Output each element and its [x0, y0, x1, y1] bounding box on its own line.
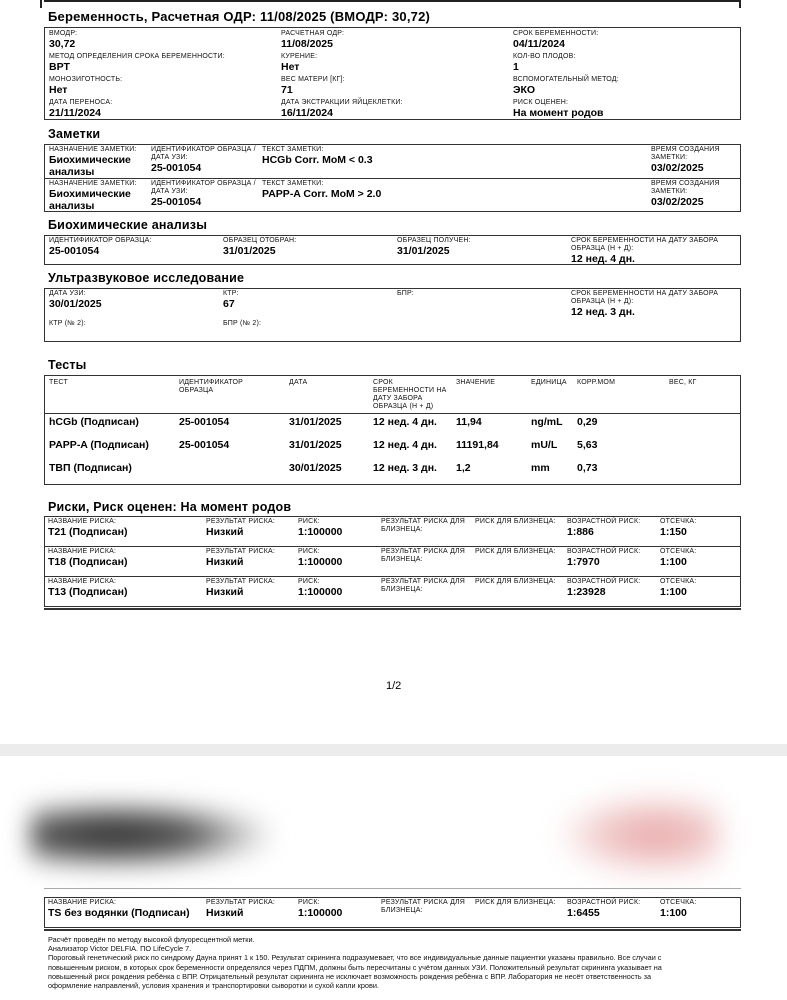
note-sample: ИДЕНТИФИКАТОР ОБРАЗЦА / ДАТА УЗИ: 25-001054 [151, 180, 256, 208]
field-vmodr: ВМОДР: 30,72 [49, 30, 78, 50]
top-corner-left [40, 0, 42, 8]
biochem-sample-id: ИДЕНТИФИКАТОР ОБРАЗЦА: 25-001054 [49, 237, 152, 257]
ultrasound-panel [44, 288, 741, 342]
risk-cell-name: НАЗВАНИЕ РИСКА: T21 (Подписан) [48, 518, 128, 538]
top-corner-right [739, 0, 741, 8]
footer-line: повышенным риском, в которых срок беременности определялся через ПДПМ, должны быть пересчитаны с учётом данных УЗИ. Положительный результат скрининга указывает на [48, 962, 662, 972]
field-gest-date: СРОК БЕРЕМЕННОСТИ: 04/11/2024 [513, 30, 599, 50]
cell-date: 31/01/2025 [289, 416, 342, 428]
page2-top-rule [44, 888, 741, 889]
risk-cell-name: НАЗВАНИЕ РИСКА: T18 (Подписан) [48, 548, 128, 568]
note-row: НАЗНАЧЕНИЕ ЗАМЕТКИ: Биохимические анализы [49, 146, 137, 178]
us-bpr2: БПР (№ 2): [223, 320, 262, 327]
cell-mom: 0,29 [577, 416, 598, 428]
notes-divider [45, 178, 740, 179]
table-row: PAPP-A (Подписан) [49, 439, 149, 451]
risks-title: Риски, Риск оценен: На момент родов [48, 500, 292, 514]
cell-value: 11191,84 [456, 439, 499, 451]
risk-cell-risk: РИСК: 1:100000 [298, 899, 343, 919]
page-number: 1/2 [386, 680, 402, 692]
cell-sample: 25-001054 [179, 439, 230, 451]
risk-cell-cutoff: ОТСЕЧКА: 1:100 [660, 899, 697, 919]
risk-cell-result: РЕЗУЛЬТАТ РИСКА: Низкий [206, 518, 276, 538]
col-date: ДАТА [289, 379, 308, 386]
notes-table [44, 144, 741, 212]
cell-unit: mm [531, 462, 550, 474]
field-method: МЕТОД ОПРЕДЕЛЕНИЯ СРОКА БЕРЕМЕННОСТИ: ВРТ [49, 53, 225, 73]
risk-cell-twin-result: РЕЗУЛЬТАТ РИСКА ДЛЯ БЛИЗНЕЦА: [381, 548, 466, 563]
col-weight: ВЕС, КГ [669, 379, 697, 386]
tests-table [44, 375, 741, 485]
note-created: ВРЕМЯ СОЗДАНИЯ ЗАМЕТКИ: 03/02/2025 [651, 146, 720, 174]
footer-line: повышенный риск рождения ребёнка с ВПР. Отрицательный результат скрининга не исключает возможность рождения ребёнка с ВПР. Лаборатория не несёт ответственность за [48, 971, 652, 981]
col-ga: СРОК БЕРЕМЕННОСТИ НА ДАТУ ЗАБОРА ОБРАЗЦА (Н + Д) [373, 379, 447, 410]
risk-cell-age-risk: ВОЗРАСТНОЙ РИСК: 1:6455 [567, 899, 641, 919]
table-row: ТВП (Подписан) [49, 462, 132, 474]
risk-cell-age-risk: ВОЗРАСТНОЙ РИСК: 1:23928 [567, 578, 641, 598]
footer-line: Анализатор Victor DELFIA. ПО LifeCycle 7. [48, 944, 192, 954]
notes-title: Заметки [48, 127, 101, 141]
cell-mom: 0,73 [577, 462, 598, 474]
top-rule [44, 0, 741, 2]
footer-notes [48, 935, 740, 990]
biochem-panel [44, 235, 741, 265]
risk-cell-risk: РИСК: 1:100000 [298, 518, 343, 538]
cell-ga: 12 нед. 3 дн. [373, 462, 437, 474]
biochem-title: Биохимические анализы [48, 218, 208, 232]
cell-ga: 12 нед. 4 дн. [373, 439, 437, 451]
cell-value: 1,2 [456, 462, 471, 474]
cell-date: 30/01/2025 [289, 462, 342, 474]
col-test: ТЕСТ [49, 379, 68, 386]
us-bpr: БПР: [397, 290, 414, 297]
risk-cell-twin-risk: РИСК ДЛЯ БЛИЗНЕЦА: [475, 518, 556, 525]
cell-unit: mU/L [531, 439, 558, 451]
cell-mom: 5,63 [577, 439, 598, 451]
risk-cell-cutoff: ОТСЕЧКА: 1:100 [660, 548, 697, 568]
cell-date: 31/01/2025 [289, 439, 342, 451]
page-title: Беременность, Расчетная ОДР: 11/08/2025 (ВМОДР: 30,72) [48, 9, 431, 24]
us-ga: СРОК БЕРЕМЕННОСТИ НА ДАТУ ЗАБОРА ОБРАЗЦА (Н + Д): 12 нед. 3 дн. [571, 290, 719, 318]
tests-header-rule [45, 413, 740, 414]
tests-title: Тесты [48, 358, 87, 372]
risk-cell-cutoff: ОТСЕЧКА: 1:100 [660, 578, 697, 598]
risk-cell-risk: РИСК: 1:100000 [298, 578, 343, 598]
field-smoking: КУРЕНИЕ: Нет [281, 53, 318, 73]
risk-cell-age-risk: ВОЗРАСТНОЙ РИСК: 1:886 [567, 518, 641, 538]
risk-cell-cutoff: ОТСЕЧКА: 1:150 [660, 518, 697, 538]
col-sample: ИДЕНТИФИКАТОР ОБРАЗЦА [179, 379, 244, 394]
risk-cell-result: РЕЗУЛЬТАТ РИСКА: Низкий [206, 578, 276, 598]
risk-cell-twin-result: РЕЗУЛЬТАТ РИСКА ДЛЯ БЛИЗНЕЦА: [381, 899, 466, 914]
cell-ga: 12 нед. 4 дн. [373, 416, 437, 428]
table-row: hCGb (Подписан) [49, 416, 139, 428]
risk-cell-name: НАЗВАНИЕ РИСКА: TS без водянки (Подписан) [48, 899, 190, 919]
risks-bottom-rule [44, 608, 741, 610]
cell-sample: 25-001054 [179, 416, 230, 428]
col-mom: КОРР.МОМ [577, 379, 616, 386]
cell-value: 11,94 [456, 416, 482, 428]
risk-cell-name: НАЗВАНИЕ РИСКА: T13 (Подписан) [48, 578, 128, 598]
blurred-stamp [560, 795, 720, 875]
risk-cell-twin-risk: РИСК ДЛЯ БЛИЗНЕЦА: [475, 899, 556, 906]
field-assist-method: ВСПОМОГАТЕЛЬНЫЙ МЕТОД: ЭКО [513, 76, 619, 96]
note-text: ТЕКСТ ЗАМЕТКИ: HCGb Corr. MoM < 0.3 [262, 146, 373, 166]
note-sample: ИДЕНТИФИКАТОР ОБРАЗЦА / ДАТА УЗИ: 25-001054 [151, 146, 256, 174]
note-created: ВРЕМЯ СОЗДАНИЯ ЗАМЕТКИ: 03/02/2025 [651, 180, 720, 208]
blurred-logo [30, 800, 270, 870]
field-extraction-date: ДАТА ЭКСТРАКЦИИ ЯЙЦЕКЛЕТКИ: 16/11/2024 [281, 99, 403, 119]
us-ktr: КТР: 67 [223, 290, 239, 310]
field-risk-assessed: РИСК ОЦЕНЕН: На момент родов [513, 99, 604, 119]
risk-cell-age-risk: ВОЗРАСТНОЙ РИСК: 1:7970 [567, 548, 641, 568]
biochem-ga: СРОК БЕРЕМЕННОСТИ НА ДАТУ ЗАБОРА ОБРАЗЦА (Н + Д): 12 нед. 4 дн. [571, 237, 719, 265]
risk-cell-risk: РИСК: 1:100000 [298, 548, 343, 568]
us-ktr2: КТР (№ 2): [49, 320, 86, 327]
page-separator [0, 744, 787, 756]
field-monozygotic: МОНОЗИГОТНОСТЬ: Нет [49, 76, 123, 96]
risk-cell-result: РЕЗУЛЬТАТ РИСКА: Низкий [206, 899, 276, 919]
footer-line: Пороговый генетический риск по синдрому Дауна принят 1 к 150. Результат скрининга подразумевает, что все индивидуальные данные пациентки указаны правильно. Все случаи с [48, 953, 662, 963]
field-transfer-date: ДАТА ПЕРЕНОСА: 21/11/2024 [49, 99, 113, 119]
note-row: НАЗНАЧЕНИЕ ЗАМЕТКИ: Биохимические анализы [49, 180, 137, 212]
field-fetus-count: КОЛ-ВО ПЛОДОВ: 1 [513, 53, 576, 73]
note-text: ТЕКСТ ЗАМЕТКИ: PAPP-A Corr. MoM > 2.0 [262, 180, 382, 200]
col-unit: ЕДИНИЦА [531, 379, 567, 386]
risk-cell-twin-risk: РИСК ДЛЯ БЛИЗНЕЦА: [475, 548, 556, 555]
biochem-collected: ОБРАЗЕЦ ОТОБРАН: 31/01/2025 [223, 237, 297, 257]
risk-cell-result: РЕЗУЛЬТАТ РИСКА: Низкий [206, 548, 276, 568]
footer-line: оформление направлений, условия хранения и транспортировки сыворотки и сухой капли крови. [48, 981, 379, 991]
footer-line: Расчёт проведён по методу высокой флуоресцентной метки. [48, 935, 255, 944]
biochem-received: ОБРАЗЕЦ ПОЛУЧЕН: 31/01/2025 [397, 237, 471, 257]
ultrasound-title: Ультразвуковое исследование [48, 271, 245, 285]
risk-cell-twin-result: РЕЗУЛЬТАТ РИСКА ДЛЯ БЛИЗНЕЦА: [381, 578, 466, 593]
risk-cell-twin-risk: РИСК ДЛЯ БЛИЗНЕЦА: [475, 578, 556, 585]
us-date: ДАТА УЗИ: 30/01/2025 [49, 290, 102, 310]
col-value: ЗНАЧЕНИЕ [456, 379, 496, 386]
field-mother-weight: ВЕС МАТЕРИ [КГ]: 71 [281, 76, 345, 96]
pregnancy-panel [44, 27, 741, 120]
cell-unit: ng/mL [531, 416, 563, 428]
risk-cell-twin-result: РЕЗУЛЬТАТ РИСКА ДЛЯ БЛИЗНЕЦА: [381, 518, 466, 533]
field-due-date: РАСЧЕТНАЯ ОДР: 11/08/2025 [281, 30, 345, 50]
extra-risk-bottom-rule [44, 929, 741, 931]
